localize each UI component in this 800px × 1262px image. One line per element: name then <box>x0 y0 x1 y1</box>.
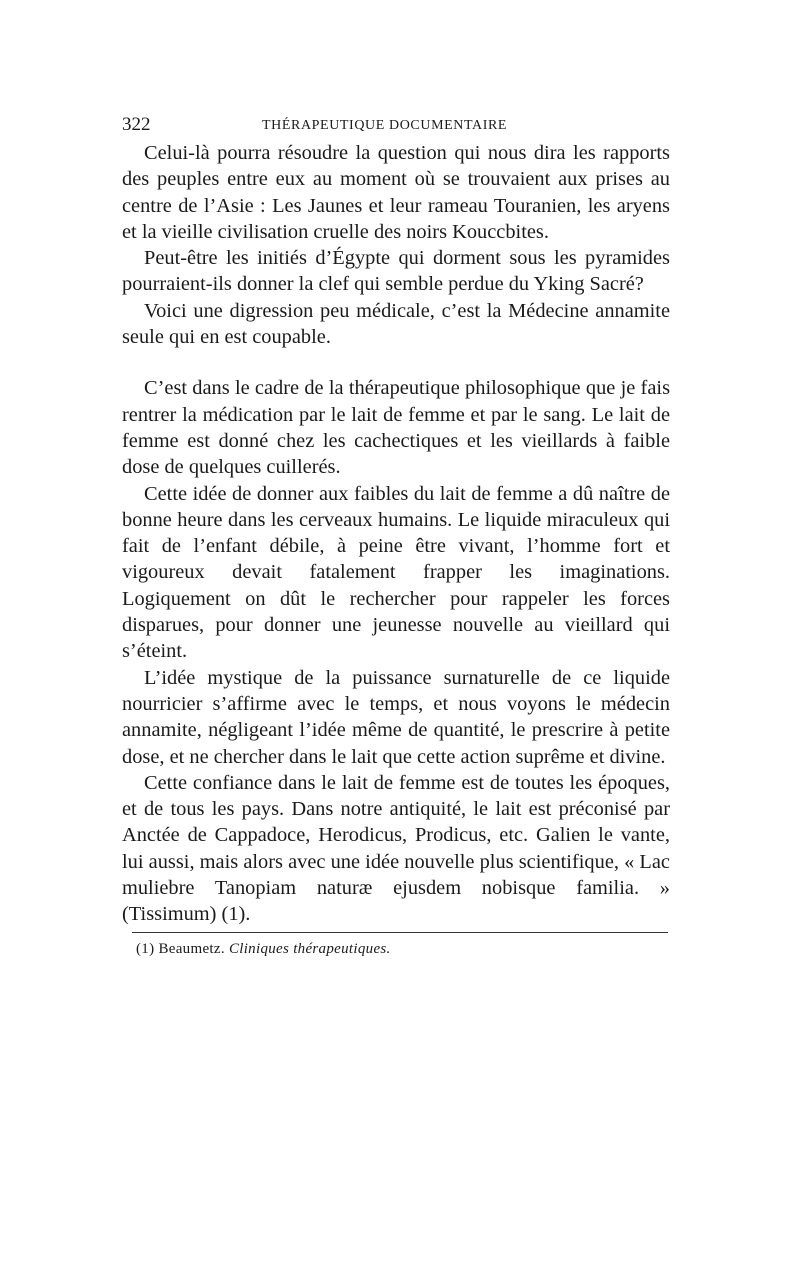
running-head <box>122 112 670 138</box>
paragraph: Celui-là pourra résoudre la question qui nous dira les rapports des peuples entre eux au moment où se trouvaient aux prises au centre de l’Asie : Les Jaunes et leur rameau Touranien, les aryens et la vieille civilisation cruelle des noirs Kouccbites. <box>122 142 670 243</box>
page-number: 322 <box>122 114 151 135</box>
footnote <box>136 941 670 958</box>
paragraph: Peut-être les initiés d’Égypte qui dorment sous les pyramides pourraient-ils donner la clef qui semble perdue du Yking Sacré? <box>122 247 670 296</box>
footnote-title: Cliniques thérapeutiques. <box>228 940 391 957</box>
paragraph: Cette idée de donner aux faibles du lait de femme a dû naître de bonne heure dans les cerveaux humains. Le liquide miraculeux qui fait de l’enfant débile, à peine être vivant, l’homme fort et vigoureux devait fatalement frapper les imaginations. Logiquement on dût le rechercher pour rappeler les forces disparues, pour donner une jeunesse nouvelle au vieillard qui s’éteint. <box>122 482 670 663</box>
footnote-marker: (1) <box>136 940 155 957</box>
paragraph: C’est dans le cadre de la thérapeutique philosophique que je fais rentrer la médication par le lait de femme et par le sang. Le lait de femme est donné chez les cachectiques et les vieillards à faible dose de quelques cuillerés. <box>122 377 670 479</box>
paragraph: Voici une digression peu médicale, c’est la Médecine annamite seule qui en est coupable. <box>122 299 670 349</box>
body-text <box>122 140 670 928</box>
footnote-divider <box>132 932 668 933</box>
paragraph: L’idée mystique de la puissance surnaturelle de ce liquide nourricier s’affirme avec le temps, et nous voyons le médecin annamite, négligeant l’idée même de quantité, le prescrire à petite dose, et ne chercher dans le lait que cette action suprême et divine. <box>122 666 670 768</box>
running-title: THÉRAPEUTIQUE DOCUMENTAIRE <box>262 118 508 133</box>
paragraph: Cette confiance dans le lait de femme est de toutes les époques, et de tous les pays. Dans notre antiquité, le lait est préconisé par Anctée de Cappadoce, Herodicus, Prodicus, etc. Galien le vante, lui aussi, mais alors avec une idée nouvelle plus scientifique, « Lac muliebre Tanopiam naturæ ejusdem nobisque familia. » (Tissimum) (1). <box>122 771 670 926</box>
book-page <box>122 112 670 958</box>
footnote-author: Beaumetz. <box>158 940 225 957</box>
